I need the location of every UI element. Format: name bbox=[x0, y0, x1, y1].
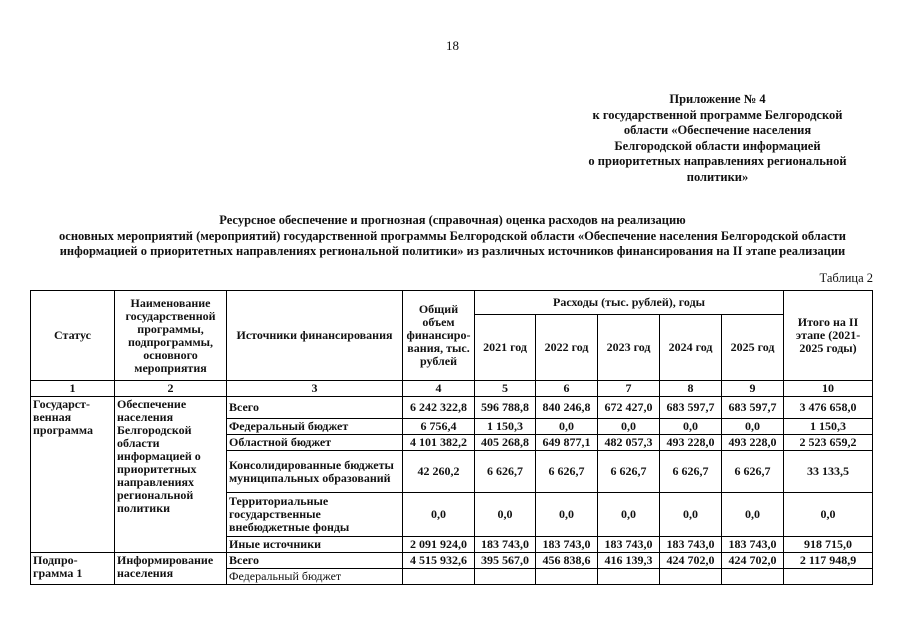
heading-line: основных мероприятий (мероприятий) государственной программы Белгородской области «Обеспечение населения Белгородской области bbox=[59, 228, 846, 243]
value-cell bbox=[598, 569, 660, 585]
column-number: 3 bbox=[227, 381, 403, 397]
appendix-line: к государственной программе Белгородской bbox=[592, 107, 843, 122]
value-cell: 183 743,0 bbox=[598, 537, 660, 553]
source-cell: Федеральный бюджет bbox=[227, 569, 403, 585]
value-cell: 0,0 bbox=[403, 493, 475, 537]
header-name: Наименование государственной программы, подпрограммы, основного мероприятия bbox=[115, 291, 227, 381]
appendix-line: политики» bbox=[686, 169, 749, 184]
value-cell: 6 756,4 bbox=[403, 419, 475, 435]
value-cell: 0,0 bbox=[722, 493, 784, 537]
status-cell: Подпро-грамма 1 bbox=[31, 553, 115, 585]
source-cell: Консолидированные бюджеты муниципальных образований bbox=[227, 451, 403, 493]
table-row bbox=[31, 553, 873, 569]
header-year: 2025 год bbox=[722, 315, 784, 381]
value-cell bbox=[475, 569, 536, 585]
header-stage-total: Итого на II этапе (2021-2025 годы) bbox=[784, 291, 873, 381]
value-cell: 4 101 382,2 bbox=[403, 435, 475, 451]
column-number: 1 bbox=[31, 381, 115, 397]
header-expenses: Расходы (тыс. рублей), годы bbox=[475, 291, 784, 315]
value-cell: 416 139,3 bbox=[598, 553, 660, 569]
value-cell: 0,0 bbox=[536, 419, 598, 435]
value-cell: 424 702,0 bbox=[660, 553, 722, 569]
header-year: 2023 год bbox=[598, 315, 660, 381]
value-cell: 683 597,7 bbox=[660, 397, 722, 419]
header-total-volume: Общий объем финансиро-вания, тыс. рублей bbox=[403, 291, 475, 381]
value-cell: 649 877,1 bbox=[536, 435, 598, 451]
value-cell: 6 242 322,8 bbox=[403, 397, 475, 419]
appendix-line: области «Обеспечение населения bbox=[623, 123, 812, 137]
value-cell: 0,0 bbox=[722, 419, 784, 435]
resource-table bbox=[30, 290, 873, 585]
value-cell: 183 743,0 bbox=[536, 537, 598, 553]
value-cell: 840 246,8 bbox=[536, 397, 598, 419]
value-cell bbox=[403, 569, 475, 585]
source-cell: Всего bbox=[227, 553, 403, 569]
value-cell bbox=[784, 569, 873, 585]
header-year: 2024 год bbox=[660, 315, 722, 381]
value-cell: 0,0 bbox=[598, 419, 660, 435]
value-cell: 424 702,0 bbox=[722, 553, 784, 569]
value-cell bbox=[660, 569, 722, 585]
table-row bbox=[31, 397, 873, 419]
source-cell: Территориальные государственные внебюджетные фонды bbox=[227, 493, 403, 537]
column-number: 5 bbox=[475, 381, 536, 397]
column-number: 8 bbox=[660, 381, 722, 397]
value-cell: 405 268,8 bbox=[475, 435, 536, 451]
value-cell: 4 515 932,6 bbox=[403, 553, 475, 569]
value-cell: 6 626,7 bbox=[722, 451, 784, 493]
value-cell bbox=[536, 569, 598, 585]
document-heading bbox=[0, 213, 905, 260]
page-number: 18 bbox=[446, 38, 459, 53]
appendix-line: Белгородской области информацией bbox=[614, 138, 821, 153]
value-cell: 183 743,0 bbox=[475, 537, 536, 553]
appendix-line: о приоритетных направлениях региональной bbox=[588, 154, 847, 168]
appendix-line: Приложение № 4 bbox=[669, 92, 766, 106]
value-cell: 6 626,7 bbox=[475, 451, 536, 493]
value-cell: 6 626,7 bbox=[598, 451, 660, 493]
column-number: 4 bbox=[403, 381, 475, 397]
value-cell: 493 228,0 bbox=[660, 435, 722, 451]
value-cell: 456 838,6 bbox=[536, 553, 598, 569]
value-cell: 42 260,2 bbox=[403, 451, 475, 493]
value-cell: 596 788,8 bbox=[475, 397, 536, 419]
value-cell: 0,0 bbox=[784, 493, 873, 537]
header-sources: Источники финансирования bbox=[227, 291, 403, 381]
program-name-cell: Обеспечение населения Белгородской области информацией о приоритетных направлениях региональной политики bbox=[115, 397, 227, 553]
column-number: 7 bbox=[598, 381, 660, 397]
source-cell: Всего bbox=[227, 397, 403, 419]
value-cell: 3 476 658,0 bbox=[784, 397, 873, 419]
value-cell: 183 743,0 bbox=[660, 537, 722, 553]
header-year: 2021 год bbox=[475, 315, 536, 381]
value-cell: 0,0 bbox=[598, 493, 660, 537]
column-number: 10 bbox=[784, 381, 873, 397]
value-cell: 2 117 948,9 bbox=[784, 553, 873, 569]
column-number: 2 bbox=[115, 381, 227, 397]
value-cell: 183 743,0 bbox=[722, 537, 784, 553]
value-cell bbox=[722, 569, 784, 585]
value-cell: 482 057,3 bbox=[598, 435, 660, 451]
heading-line: Ресурсное обеспечение и прогнозная (справочная) оценка расходов на реализацию bbox=[219, 213, 686, 227]
value-cell: 0,0 bbox=[660, 493, 722, 537]
heading-line: информацией о приоритетных направлениях региональной политики» из различных источников финансирования на II этапе реализации bbox=[59, 244, 846, 258]
value-cell: 2 523 659,2 bbox=[784, 435, 873, 451]
source-cell: Иные источники bbox=[227, 537, 403, 553]
value-cell: 1 150,3 bbox=[784, 419, 873, 435]
value-cell: 395 567,0 bbox=[475, 553, 536, 569]
value-cell: 683 597,7 bbox=[722, 397, 784, 419]
value-cell: 1 150,3 bbox=[475, 419, 536, 435]
column-number: 9 bbox=[722, 381, 784, 397]
value-cell: 0,0 bbox=[536, 493, 598, 537]
appendix-block bbox=[575, 92, 860, 185]
value-cell: 918 715,0 bbox=[784, 537, 873, 553]
value-cell: 2 091 924,0 bbox=[403, 537, 475, 553]
source-cell: Областной бюджет bbox=[227, 435, 403, 451]
table-label: Таблица 2 bbox=[819, 271, 873, 285]
column-number: 6 bbox=[536, 381, 598, 397]
value-cell: 0,0 bbox=[660, 419, 722, 435]
value-cell: 33 133,5 bbox=[784, 451, 873, 493]
value-cell: 672 427,0 bbox=[598, 397, 660, 419]
source-cell: Федеральный бюджет bbox=[227, 419, 403, 435]
header-year: 2022 год bbox=[536, 315, 598, 381]
program-name-cell: Информирование населения bbox=[115, 553, 227, 585]
value-cell: 6 626,7 bbox=[660, 451, 722, 493]
value-cell: 6 626,7 bbox=[536, 451, 598, 493]
value-cell: 0,0 bbox=[475, 493, 536, 537]
header-status: Статус bbox=[31, 291, 115, 381]
status-cell: Государст-венная программа bbox=[31, 397, 115, 553]
value-cell: 493 228,0 bbox=[722, 435, 784, 451]
